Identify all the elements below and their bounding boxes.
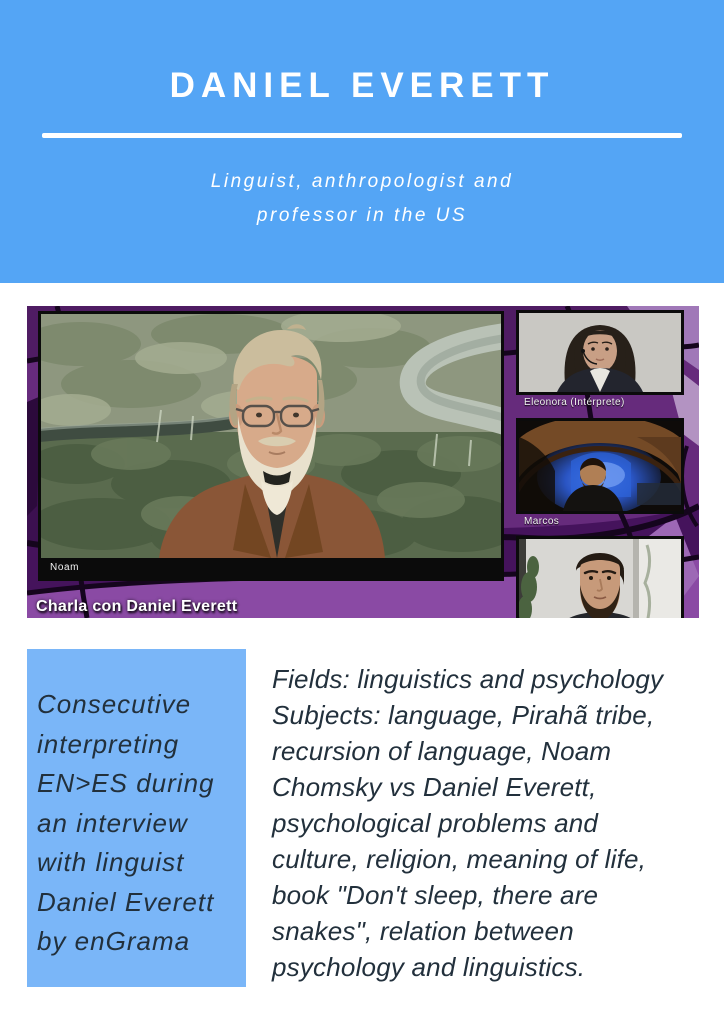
info-box <box>27 649 246 987</box>
forest-river-video-still <box>41 314 501 558</box>
marcos-video-still <box>519 421 681 511</box>
info-box-line: Consecutive <box>37 689 192 719</box>
video-call-screenshot <box>27 306 699 618</box>
participant-tile-3 <box>516 536 684 618</box>
details-line: psychology and linguistics. <box>272 952 586 982</box>
eleonora-video-still <box>519 313 681 392</box>
details-line: recursion of language, Noam <box>272 736 612 766</box>
details-line: psychological problems and <box>272 808 599 838</box>
details-line: snakes", relation between <box>272 916 574 946</box>
info-box-line: by enGrama <box>37 926 191 956</box>
details-line: Chomsky vs Daniel Everett, <box>272 772 597 802</box>
participant-name-label-eleonora: Eleonora (Intérprete) <box>524 397 625 408</box>
info-box-line: with linguist <box>37 847 185 877</box>
participant-tile-eleonora <box>516 310 684 395</box>
participant-3-video-still <box>519 539 681 618</box>
page-title: DANIEL EVERETT <box>169 66 555 105</box>
participant-name-label-marcos: Marcos <box>524 516 560 527</box>
title-divider <box>42 133 682 138</box>
subtitle-line-2: professor in the US <box>256 205 468 226</box>
subtitle-line-1: Linguist, anthropologist and <box>210 171 514 192</box>
details-text <box>272 661 706 985</box>
details-line: Subjects: language, Pirahã tribe, <box>272 700 655 730</box>
main-video-name-label: Noam <box>50 562 80 573</box>
subtitle <box>0 165 724 233</box>
header <box>0 0 724 283</box>
details-line: culture, religion, meaning of life, <box>272 844 647 874</box>
info-box-line: Daniel Everett <box>37 886 215 917</box>
video-caption: Charla con Daniel Everett <box>36 598 238 615</box>
info-box-line: EN>ES during <box>37 768 215 798</box>
main-video-tile <box>38 311 504 581</box>
info-box-line: an interview <box>37 807 188 838</box>
details-line: Fields: linguistics and psychology <box>272 664 664 694</box>
participant-tile-marcos <box>516 418 684 514</box>
info-box-line: interpreting <box>37 728 180 759</box>
details-line: book "Don't sleep, there are <box>272 880 599 910</box>
main-video-name-bar <box>41 558 501 578</box>
